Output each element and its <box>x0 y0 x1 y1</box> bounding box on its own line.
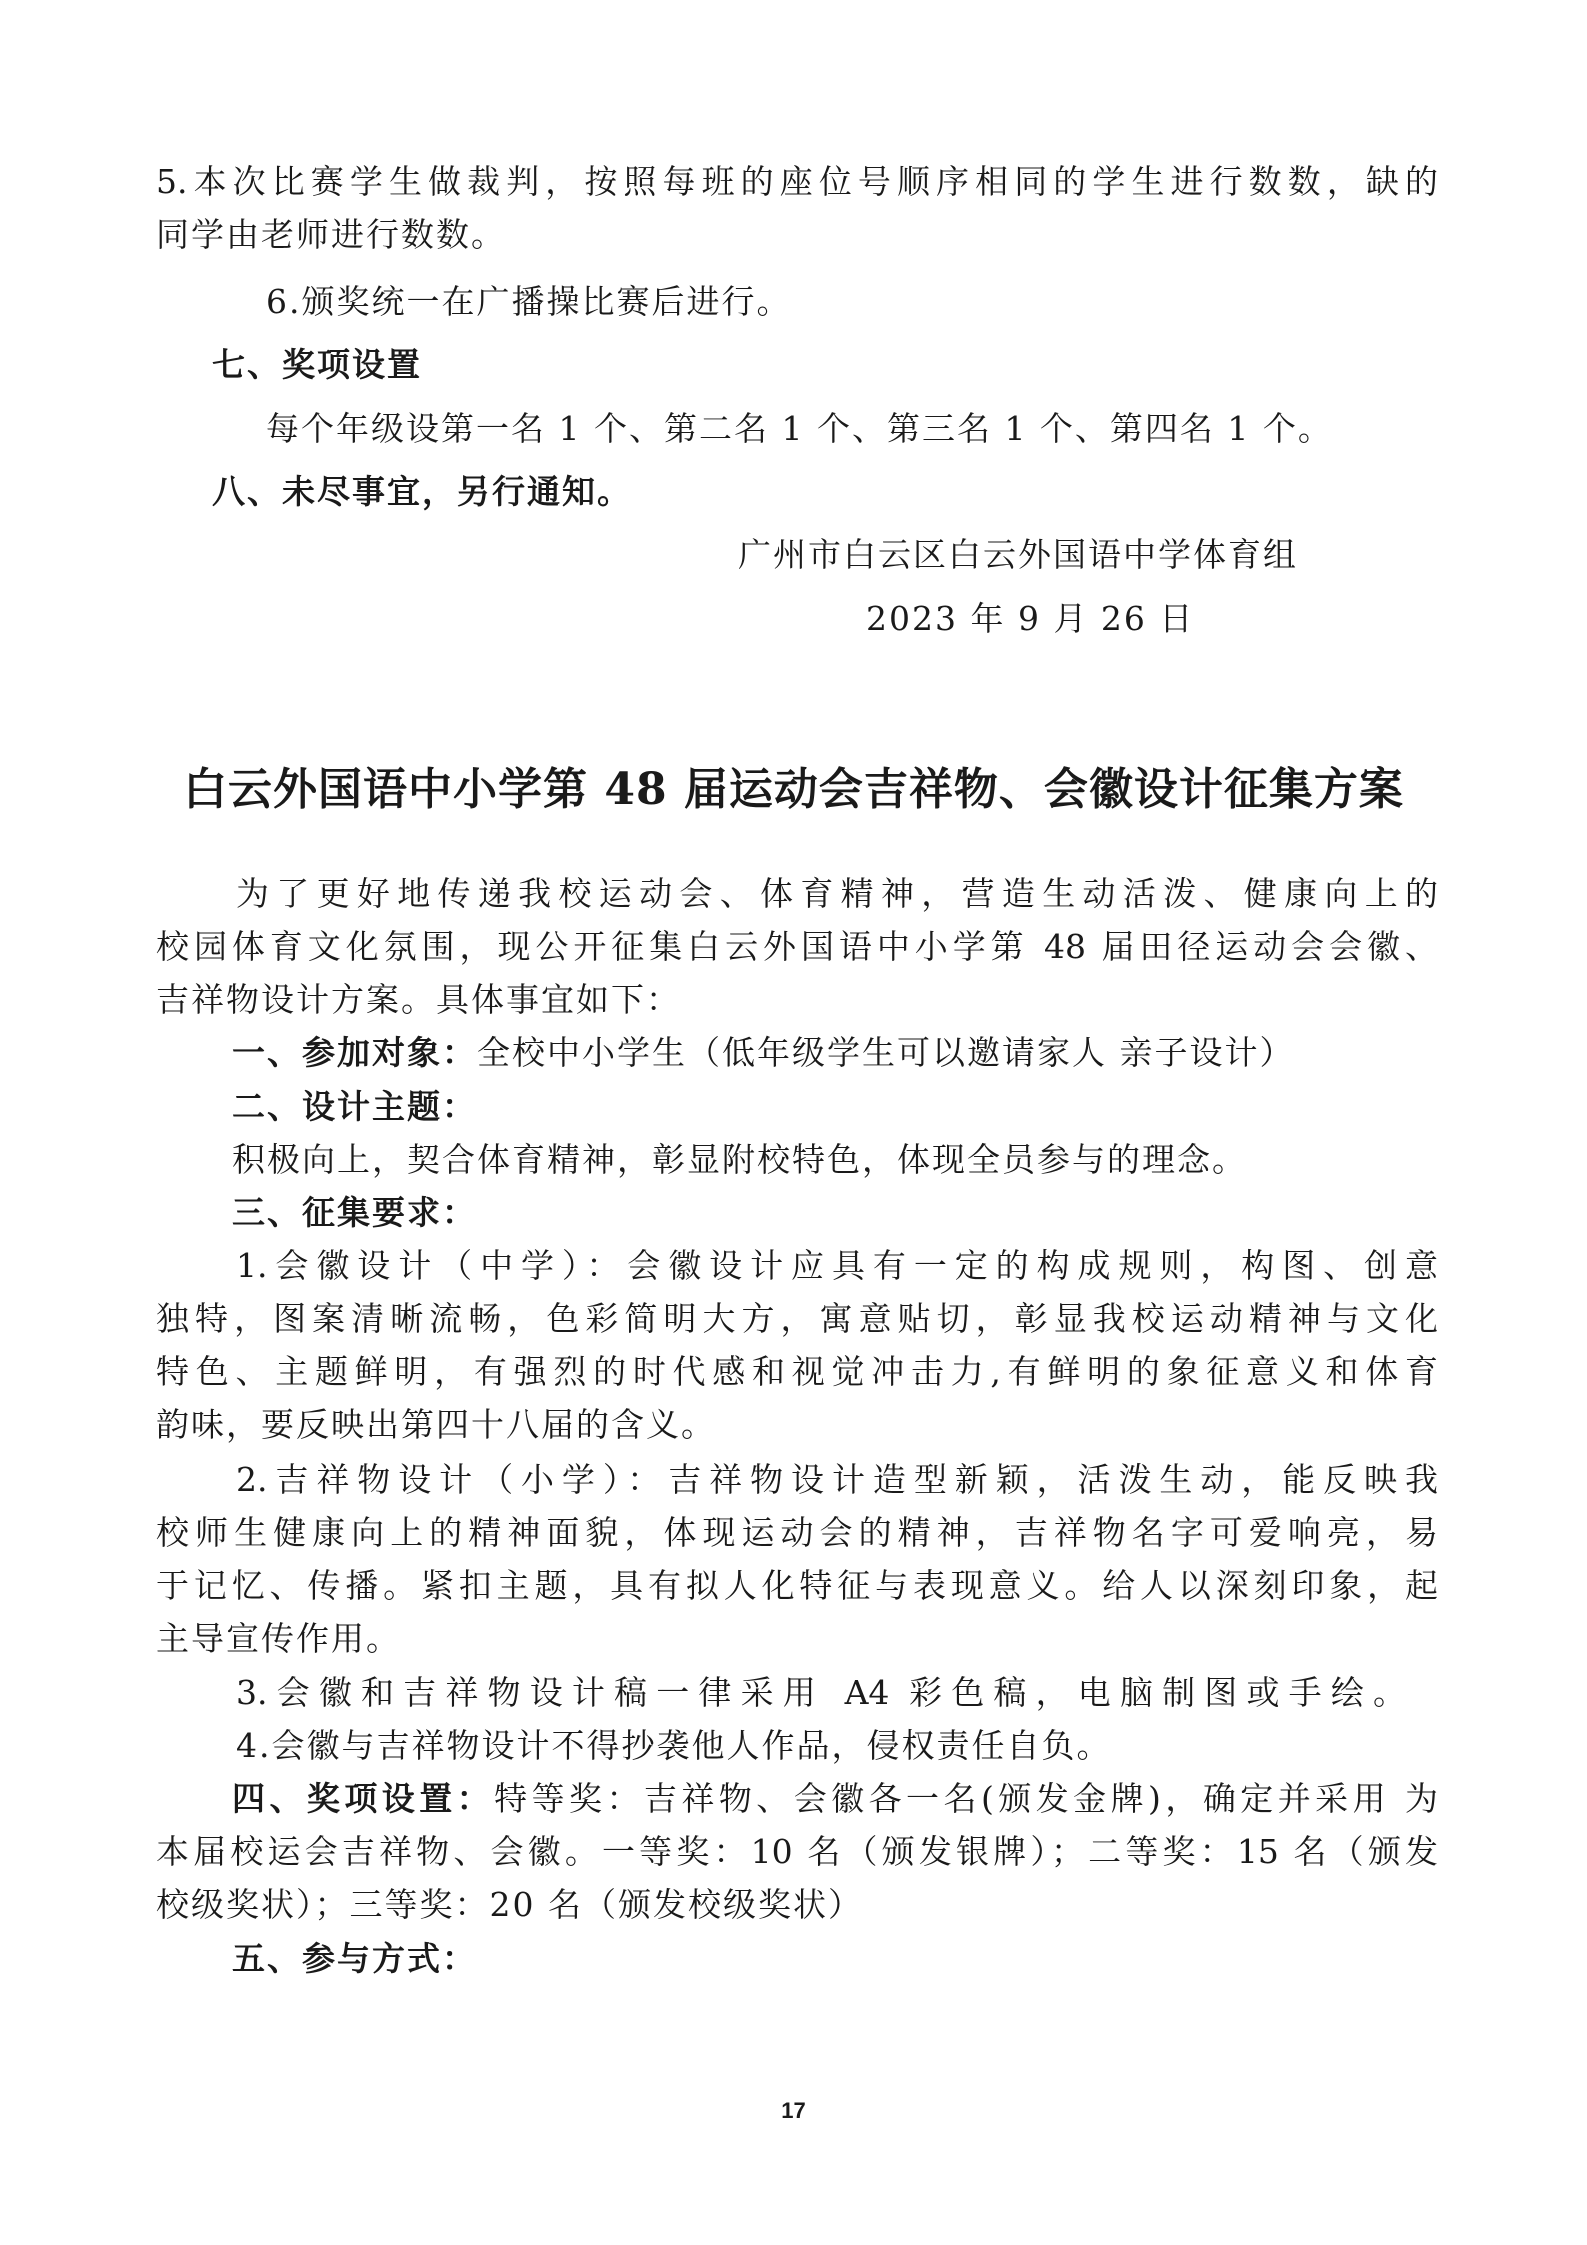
section-4-line-1 <box>232 1779 1439 1818</box>
section-7-body: 每个年级设第一名 1 个、第二名 1 个、第三名 1 个、第四名 1 个。 <box>266 409 1333 448</box>
intro-line-2: 校园体育文化氛围，现公开征集白云外国语中小学第 48 届田径运动会会徽、 <box>156 927 1438 966</box>
req-1-line-3: 特色、主题鲜明，有强烈的时代感和视觉冲击力,有鲜明的象征意义和体育 <box>156 1352 1438 1391</box>
page-number: 17 <box>781 2098 806 2123</box>
section-8-heading: 八、未尽事宜，另行通知。 <box>212 472 632 511</box>
section-4-heading: 四、奖项设置： <box>232 1779 495 1818</box>
section-4-body-1: 特等奖：吉祥物、会徽各一名(颁发金牌)，确定并采用 为 <box>494 1779 1439 1818</box>
signature-date: 2023 年 9 月 26 日 <box>866 599 1195 638</box>
document-title: 白云外国语中小学第 48 届运动会吉祥物、会徽设计征集方案 <box>183 764 1404 815</box>
section-3-heading: 三、征集要求： <box>232 1193 477 1232</box>
section-1-heading: 一、参加对象： <box>232 1033 477 1072</box>
req-4: 4.会徽与吉祥物设计不得抄袭他人作品，侵权责任自负。 <box>236 1726 1112 1765</box>
req-3: 3.会徽和吉祥物设计稿一律采用 A4 彩色稿，电脑制图或手绘。 <box>236 1673 1406 1712</box>
req-1-line-1: 1.会徽设计（中学）：会徽设计应具有一定的构成规则，构图、创意 <box>236 1246 1438 1285</box>
req-2-line-1: 2.吉祥物设计（小学）：吉祥物设计造型新颖，活泼生动，能反映我 <box>236 1460 1438 1499</box>
section-2-heading: 二、设计主题： <box>232 1087 477 1126</box>
section-5-heading: 五、参与方式： <box>232 1939 477 1978</box>
intro-line-3: 吉祥物设计方案。具体事宜如下： <box>156 980 681 1019</box>
req-1-line-4: 韵味，要反映出第四十八届的含义。 <box>156 1405 716 1444</box>
req-2-line-2: 校师生健康向上的精神面貌，体现运动会的精神，吉祥物名字可爱响亮，易 <box>156 1513 1438 1552</box>
req-2-line-4: 主导宣传作用。 <box>156 1619 401 1658</box>
intro-line-1: 为了更好地传递我校运动会、体育精神，营造生动活泼、健康向上的 <box>236 874 1438 913</box>
rule-5-line-1: 5.本次比赛学生做裁判，按照每班的座位号顺序相同的学生进行数数，缺的 <box>156 162 1438 201</box>
section-4-line-2: 本届校运会吉祥物、会徽。一等奖：10 名（颁发银牌）；二等奖：15 名（颁发 <box>156 1832 1438 1871</box>
signature-org: 广州市白云区白云外国语中学体育组 <box>738 535 1298 574</box>
section-2-body: 积极向上，契合体育精神，彰显附校特色，体现全员参与的理念。 <box>232 1140 1247 1179</box>
rule-5-line-2: 同学由老师进行数数。 <box>156 215 506 254</box>
rule-6: 6.颁奖统一在广播操比赛后进行。 <box>266 282 792 321</box>
req-2-line-3: 于记忆、传播。紧扣主题，具有拟人化特征与表现意义。给人以深刻印象，起 <box>156 1566 1438 1605</box>
section-4-line-3: 校级奖状）；三等奖：20 名（颁发校级奖状） <box>156 1885 863 1924</box>
req-1-line-2: 独特，图案清晰流畅，色彩简明大方，寓意贴切，彰显我校运动精神与文化 <box>156 1299 1438 1338</box>
section-1-body: 全校中小学生（低年级学生可以邀请家人 亲子设计） <box>477 1033 1295 1072</box>
section-7-heading: 七、奖项设置 <box>212 345 422 384</box>
section-1-line <box>232 1033 1295 1072</box>
